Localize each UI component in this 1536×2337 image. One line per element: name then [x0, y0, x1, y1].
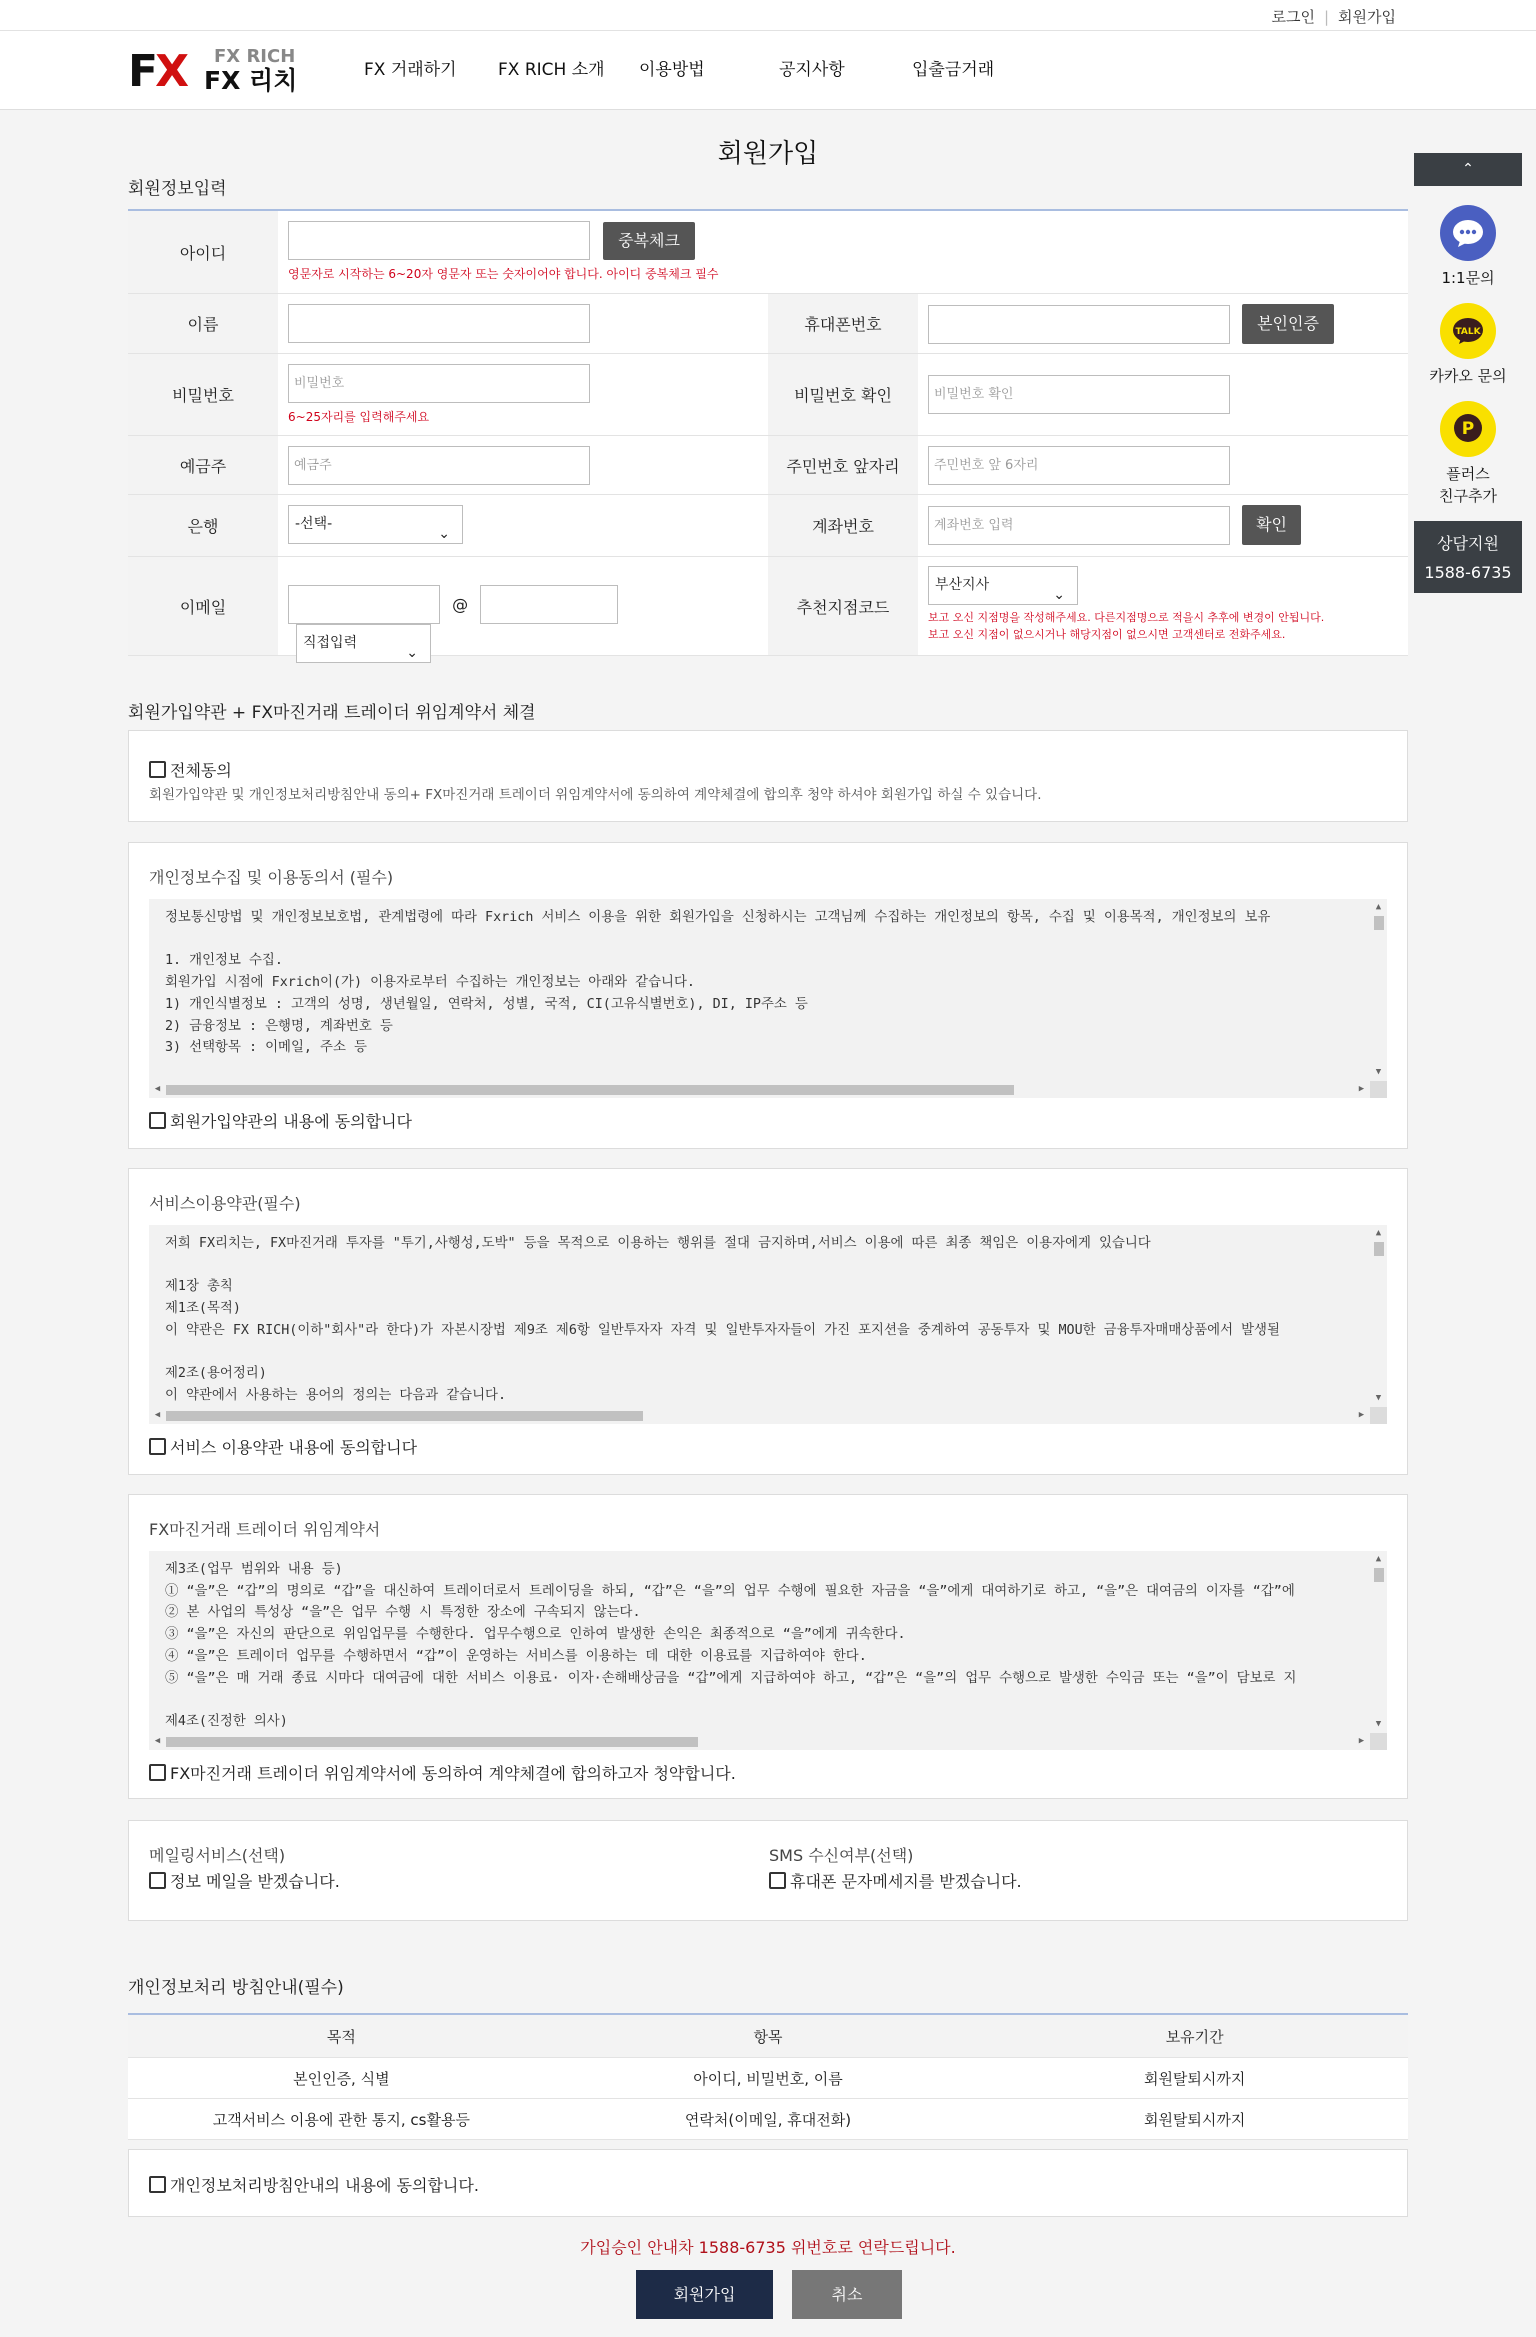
id-row [128, 211, 1408, 294]
header-purpose: 목적 [326, 2027, 356, 2046]
duplicate-check-button[interactable]: 중복체크 [603, 222, 695, 260]
terms-line: 이 약관은 FX RICH(이하"회사"라 한다)가 자본시장법 제9조 제6항 일반투자자 자격 및 일반투자자들이 가진 포지션을 중계하여 공동투자 및 MOU한 금융투자매매상품에서 발생될 [165, 1322, 1280, 1338]
email-domain-select[interactable] [296, 624, 431, 663]
email-domain-input[interactable] [480, 585, 618, 624]
service-terms-scroll[interactable] [149, 1225, 1387, 1424]
privacy-policy-agree-label: 개인정보처리방침안내의 내용에 동의합니다. [170, 2176, 479, 2195]
page-title: 회원가입 [717, 139, 819, 169]
join-button[interactable]: 회원가입 [636, 2270, 773, 2319]
all-agree-description: 회원가입약관 및 개인정보처리방침안내 동의+ FX마진거래 트레이더 위임계약서에 동의하여 계약체결에 합의후 청약 하셔야 회원가입 하실 수 있습니다. [149, 787, 1042, 803]
terms-line [165, 1342, 1280, 1364]
ssn-cell [918, 436, 1408, 494]
header-retention: 보유기간 [1165, 2027, 1224, 2046]
email-branch-row [128, 557, 1408, 661]
all-agree-checkbox[interactable] [149, 761, 166, 778]
scroll-up-icon[interactable]: ▲ [1375, 1228, 1382, 1238]
cell-items: 아이디, 비밀번호, 이름 [693, 2069, 843, 2088]
chat-bubble-icon [1440, 205, 1496, 261]
scroll-top-button[interactable] [1414, 153, 1522, 186]
table-row [128, 2099, 1408, 2140]
trader-contract-text [165, 1559, 1296, 1733]
nav-fx-trading[interactable]: FX 거래하기 [364, 60, 457, 80]
password-confirm-label: 비밀번호 확인 [768, 354, 918, 435]
email-label: 이메일 [128, 557, 278, 655]
privacy-policy-agree-box [128, 2149, 1408, 2217]
utility-links [1271, 6, 1396, 27]
phone-label: 휴대폰번호 [768, 294, 918, 353]
sms-agree-row[interactable] [769, 1869, 1022, 1892]
email-domain-select-value: 직접입력 [303, 635, 358, 651]
sms-checkbox[interactable] [769, 1872, 786, 1889]
terms-line: ① “을”은 “갑”의 명의로 “갑”을 대신하여 트레이더로서 트레이딩을 하되, “갑”은 “을”의 업무 수행에 필요한 자금을 “을”에게 대여하기로 하고, “을”은 대여금의 이자를 “갑”에 [165, 1583, 1295, 1599]
scroll-right-icon[interactable]: ▶ [1358, 1084, 1365, 1094]
scroll-down-icon[interactable]: ▼ [1375, 1393, 1382, 1403]
plus-friend-item[interactable] [1414, 401, 1522, 507]
privacy-agree-row[interactable] [149, 1109, 412, 1132]
member-info-title: 회원정보입력 [128, 179, 227, 199]
id-cell [278, 211, 1408, 293]
terms-line: 제4조(진정한 의사) [165, 1713, 288, 1729]
plus-friend-label [1414, 463, 1522, 507]
nav-how-to[interactable]: 이용방법 [639, 60, 705, 80]
all-agree-row[interactable] [149, 758, 232, 781]
terms-line: 3) 선택항목 : 이메일, 주소 등 [165, 1040, 367, 1056]
privacy-terms-text [165, 907, 1270, 1059]
branch-select-value: 부산지사 [935, 577, 990, 593]
plus-friend-label-line1: 플러스 [1446, 465, 1490, 483]
name-input[interactable] [288, 304, 590, 343]
login-link[interactable]: 로그인 [1271, 8, 1315, 26]
logo-korean: FX 리치 [204, 66, 298, 95]
mailing-title: 메일링서비스(선택) [149, 1846, 286, 1865]
kakao-talk-icon [1440, 303, 1496, 359]
scroll-up-icon[interactable]: ▲ [1375, 902, 1382, 912]
terms-line: ② 본 사업의 특성상 “을”은 업무 수행 시 특정한 장소에 구속되지 않는다. [165, 1605, 641, 1621]
scroll-thumb[interactable] [166, 1411, 643, 1421]
marketing-consent-box [128, 1820, 1408, 1921]
terms-line: 제2조(용어정리) [165, 1366, 267, 1382]
scroll-corner [1370, 1733, 1387, 1750]
ssn-input[interactable]: 주민번호 앞 6자리 [928, 446, 1230, 485]
name-cell [278, 294, 768, 353]
account-cell [918, 495, 1408, 556]
main-nav [364, 31, 1032, 110]
email-at-sign: @ [452, 595, 469, 614]
sms-title: SMS 수신여부(선택) [769, 1846, 914, 1865]
inquiry-item[interactable] [1414, 205, 1522, 289]
horizontal-scrollbar[interactable] [149, 1733, 1387, 1750]
id-label: 아이디 [128, 211, 278, 293]
service-terms-text [165, 1233, 1280, 1407]
bank-cell [278, 495, 768, 556]
password-cell [278, 354, 768, 435]
privacy-policy-title: 개인정보처리 방침안내(필수) [128, 1978, 344, 1998]
branch-hint-1: 보고 오신 지점명을 작성해주세요. 다른지점명으로 적을시 추후에 변경이 안됩니다. [928, 611, 1325, 624]
email-cell [278, 557, 768, 661]
terms-line: 회원가입 시점에 Fxrich이(가) 이용자로부터 수집하는 개인정보는 아래와 같습니다. [165, 975, 695, 991]
depositor-cell [278, 436, 768, 494]
support-box [1414, 521, 1522, 593]
trader-contract-title: FX마진거래 트레이더 위임계약서 [149, 1520, 381, 1539]
terms-line: ⑤ “을”은 매 거래 종료 시마다 대여금에 대한 서비스 이용료· 이자·손해배상금을 “갑”에게 지급하여야 하고, “갑”은 “을”의 업무 수행으로 발생한 수익금 또는 “을”이 담보로 지 [165, 1670, 1297, 1686]
service-terms-title: 서비스이용약관(필수) [149, 1194, 301, 1213]
service-terms-box [128, 1168, 1408, 1475]
member-info-form [128, 209, 1408, 661]
logo-mark: FX [128, 46, 186, 97]
scroll-down-icon[interactable]: ▼ [1375, 1719, 1382, 1729]
scroll-thumb[interactable] [1374, 1568, 1384, 1582]
scroll-right-icon[interactable]: ▶ [1358, 1736, 1365, 1746]
agreements-title: 회원가입약관 + FX마진거래 트레이더 위임계약서 체결 [128, 703, 536, 723]
approval-notice: 가입승인 안내차 1588-6735 위번호로 연락드립니다. [580, 2238, 956, 2257]
branch-cell [918, 557, 1408, 655]
privacy-terms-box [128, 842, 1408, 1149]
cell-retention: 회원탈퇴시까지 [1143, 2110, 1246, 2129]
chevron-down-icon: ⌄ [1053, 587, 1065, 603]
terms-line: 제3조(업무 범위와 내용 등) [165, 1562, 343, 1577]
terms-line: 제1장 총칙 [165, 1279, 233, 1295]
name-phone-row [128, 294, 1408, 354]
terms-line: 제1조(목적) [165, 1301, 241, 1317]
kakao-label: 카카오 문의 [1429, 367, 1507, 385]
branch-label: 추천지점코드 [768, 557, 918, 655]
privacy-policy-table [128, 2013, 1408, 2140]
terms-line: 2) 금융정보 : 은행명, 계좌번호 등 [165, 1018, 393, 1034]
plus-friend-label-line2: 친구추가 [1439, 487, 1497, 505]
terms-line [165, 1255, 1280, 1277]
scroll-right-icon[interactable]: ▶ [1358, 1410, 1365, 1420]
contract-agree-label: FX마진거래 트레이더 위임계약서에 동의하여 계약체결에 합의하고자 청약합니다. [170, 1764, 736, 1783]
branch-hint-2: 보고 오신 지점이 없으시거나 해당지점이 없으시면 고객센터로 전화주세요. [928, 628, 1286, 641]
terms-line: 저희 FX리치는, FX마진거래 투자를 "투기,사행성,도박" 등을 목적으로 이용하는 행위를 절대 금지하며,서비스 이용에 따른 최종 책임은 이용자에게 있습니다 [165, 1236, 1151, 1251]
nav-deposit-withdraw[interactable]: 입출금거래 [912, 60, 995, 80]
mailing-agree-row[interactable] [149, 1869, 340, 1892]
service-agree-label: 서비스 이용약관 내용에 동의합니다 [170, 1438, 418, 1457]
cell-retention: 회원탈퇴시까지 [1143, 2069, 1246, 2088]
privacy-policy-agree-row[interactable] [149, 2173, 479, 2196]
all-agree-label: 전체동의 [170, 761, 232, 780]
bank-select-value: -선택- [295, 516, 333, 532]
bank-label: 은행 [128, 495, 278, 556]
chevron-up-icon: ⌃ [1462, 161, 1474, 177]
phone-input[interactable] [928, 305, 1230, 344]
scroll-left-icon[interactable]: ◀ [154, 1736, 161, 1746]
scroll-corner [1370, 1407, 1387, 1424]
sms-label: 휴대폰 문자메세지를 받겠습니다. [790, 1872, 1022, 1891]
branch-select[interactable] [928, 566, 1078, 605]
cell-purpose: 고객서비스 이용에 관한 통지, cs활용등 [212, 2110, 470, 2129]
terms-line [165, 1689, 1296, 1711]
scroll-thumb[interactable] [1374, 916, 1384, 930]
site-logo[interactable] [128, 47, 298, 97]
cell-purpose: 본인인증, 식별 [293, 2069, 390, 2088]
scroll-left-icon[interactable]: ◀ [154, 1410, 161, 1420]
nav-notice[interactable]: 공지사항 [779, 60, 845, 80]
nav-about[interactable]: FX RICH 소개 [498, 60, 605, 80]
signup-link[interactable]: 회원가입 [1338, 8, 1396, 26]
header-items: 항목 [753, 2027, 783, 2046]
account-input[interactable]: 계좌번호 입력 [928, 506, 1230, 545]
trader-contract-scroll[interactable] [149, 1551, 1387, 1750]
table-row [128, 2058, 1408, 2099]
scroll-thumb[interactable] [166, 1085, 1014, 1095]
scroll-down-icon[interactable]: ▼ [1375, 1067, 1382, 1077]
bank-select[interactable] [288, 505, 463, 544]
depositor-input[interactable]: 예금주 [288, 446, 590, 485]
site-header [0, 31, 1536, 110]
horizontal-scrollbar[interactable] [149, 1081, 1387, 1098]
vertical-scrollbar[interactable] [1370, 899, 1387, 1081]
privacy-terms-title: 개인정보수집 및 이용동의서 (필수) [149, 868, 394, 887]
support-phone[interactable]: 1588-6735 [1424, 563, 1512, 582]
service-agree-checkbox[interactable] [149, 1438, 166, 1455]
id-hint: 영문자로 시작하는 6~20자 영문자 또는 숫자이어야 합니다. 아이디 중복체크 필수 [288, 267, 719, 281]
chevron-down-icon: ⌄ [438, 526, 450, 542]
svg-text:TALK: TALK [1455, 327, 1481, 337]
mailing-checkbox[interactable] [149, 1872, 166, 1889]
identity-verify-button[interactable]: 본인인증 [1242, 304, 1334, 344]
inquiry-label: 1:1문의 [1441, 269, 1495, 287]
terms-line [165, 929, 1270, 951]
terms-line: 정보통신망법 및 개인정보보호법, 관계법령에 따라 Fxrich 서비스 이용을 위한 회원가입을 신청하시는 고객님께 수집하는 개인정보의 항목, 수집 및 이용목적, 개인정보의 보유 [165, 910, 1271, 925]
privacy-policy-checkbox[interactable] [149, 2176, 166, 2193]
quick-menu [1414, 153, 1522, 593]
mailing-label: 정보 메일을 받겠습니다. [170, 1872, 340, 1891]
name-label: 이름 [128, 294, 278, 353]
email-local-input[interactable] [288, 585, 440, 624]
chevron-down-icon: ⌄ [406, 645, 418, 661]
vertical-scrollbar[interactable] [1370, 1225, 1387, 1407]
id-input[interactable] [288, 221, 590, 260]
scroll-up-icon[interactable]: ▲ [1375, 1554, 1382, 1564]
horizontal-scrollbar[interactable] [149, 1407, 1387, 1424]
phone-cell [918, 294, 1408, 353]
depositor-ssn-row [128, 436, 1408, 495]
password-confirm-cell [918, 354, 1408, 435]
terms-line: ③ “을”은 자신의 판단으로 위임업무를 수행한다. 업무수행으로 인하여 발생한 손익은 최종적으로 “을”에게 귀속한다. [165, 1627, 906, 1643]
ssn-label: 주민번호 앞자리 [768, 436, 918, 494]
scroll-thumb[interactable] [1374, 1242, 1384, 1256]
logo-english: FX RICH [214, 46, 296, 67]
bank-account-row [128, 495, 1408, 557]
trader-contract-box [128, 1494, 1408, 1799]
all-agree-box [128, 730, 1408, 822]
plus-friend-icon [1440, 401, 1496, 457]
password-label: 비밀번호 [128, 354, 278, 435]
password-confirm-input[interactable]: 비밀번호 확인 [928, 375, 1230, 414]
scroll-corner [1370, 1081, 1387, 1098]
password-hint: 6~25자리를 입력해주세요 [288, 410, 430, 424]
terms-line: 1. 개인정보 수집. [165, 953, 283, 969]
svg-text:P: P [1461, 419, 1475, 439]
password-input[interactable]: 비밀번호 [288, 364, 590, 403]
support-title: 상담지원 [1437, 534, 1499, 553]
privacy-agree-label: 회원가입약관의 내용에 동의합니다 [170, 1112, 413, 1131]
contract-agree-row[interactable] [149, 1761, 736, 1784]
scroll-thumb[interactable] [166, 1737, 698, 1747]
top-utility-bar [0, 0, 1536, 31]
divider: | [1323, 8, 1330, 26]
terms-line: 1) 개인식별정보 : 고객의 성명, 생년월일, 연락처, 성별, 국적, CI(고유식별번호), DI, IP주소 등 [165, 996, 808, 1012]
kakao-item[interactable] [1414, 303, 1522, 387]
depositor-label: 예금주 [128, 436, 278, 494]
privacy-agree-checkbox[interactable] [149, 1112, 166, 1129]
table-header-row [128, 2015, 1408, 2058]
service-agree-row[interactable] [149, 1435, 417, 1458]
terms-line: 이 약관에서 사용하는 용어의 정의는 다음과 같습니다. [165, 1387, 507, 1403]
contract-agree-checkbox[interactable] [149, 1764, 166, 1781]
cell-items: 연락처(이메일, 휴대전화) [684, 2110, 852, 2129]
account-label: 계좌번호 [768, 495, 918, 556]
account-confirm-button[interactable]: 확인 [1242, 505, 1301, 545]
privacy-terms-scroll[interactable] [149, 899, 1387, 1098]
scroll-left-icon[interactable]: ◀ [154, 1084, 161, 1094]
terms-line: ④ “을”은 트레이더 업무를 수행하면서 “갑”이 운영하는 서비스를 이용하는 데 대한 이용료를 지급하여야 한다. [165, 1648, 867, 1664]
password-row [128, 354, 1408, 436]
cancel-button[interactable]: 취소 [792, 2270, 902, 2319]
vertical-scrollbar[interactable] [1370, 1551, 1387, 1733]
